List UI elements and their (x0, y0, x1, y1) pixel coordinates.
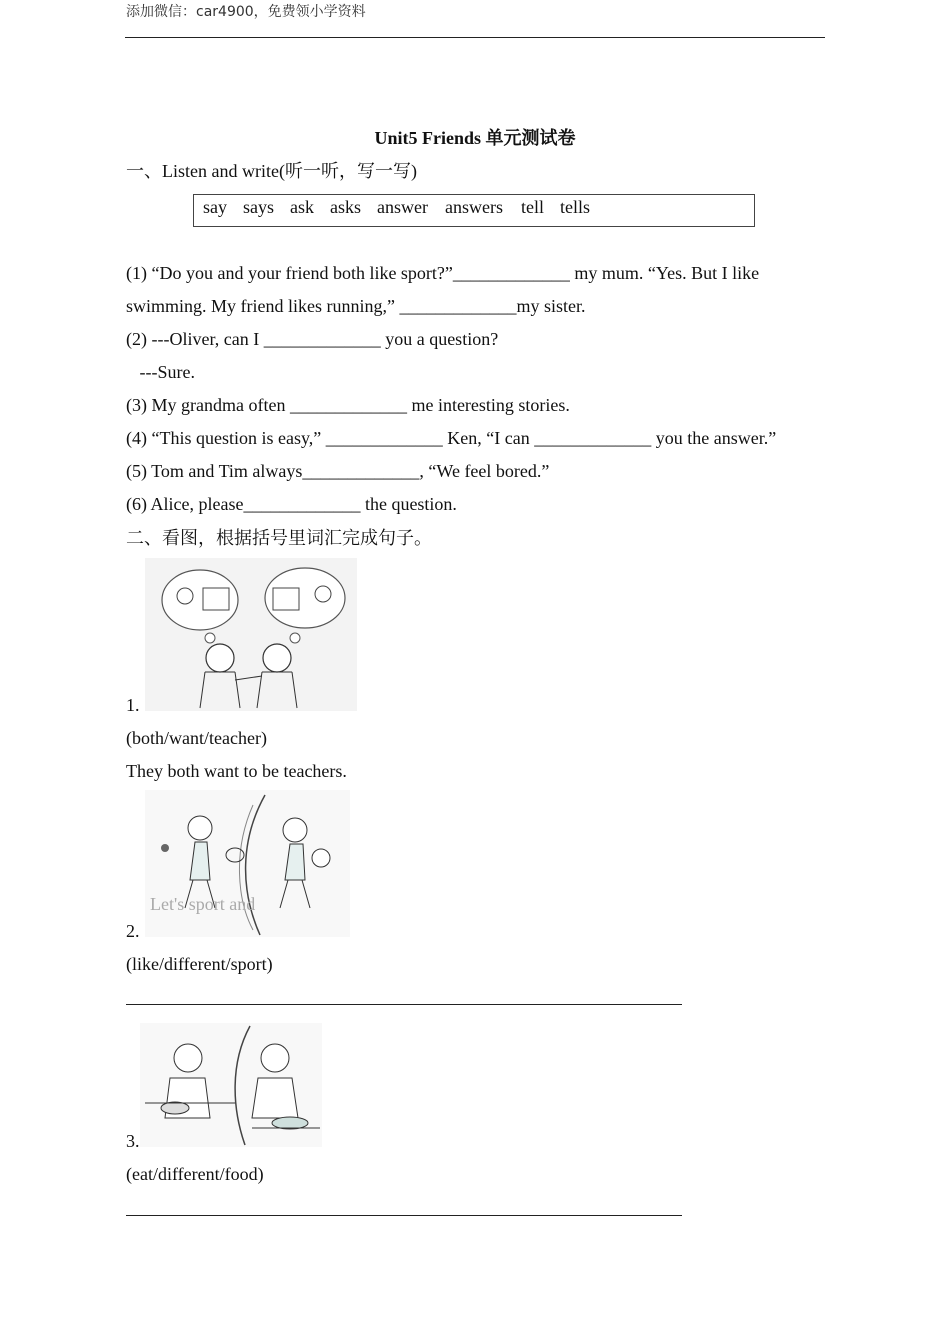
word-item: ask (290, 197, 314, 217)
question-4: (4) “This question is easy,” _____________ Ken, “I can _____________ you the answer.” (126, 428, 777, 448)
image-caption-text: Let's sport and (150, 894, 256, 914)
section2-heading: 二、看图，根据括号里词汇完成句子。 (126, 528, 432, 548)
boys-tennis-volleyball-illustration (145, 790, 350, 937)
header-rule (125, 37, 825, 38)
question-6: (6) Alice, please_____________ the question. (126, 494, 457, 514)
question-2: (2) ---Oliver, can I _____________ you a question? (126, 329, 499, 349)
word-item: says (243, 197, 274, 217)
page-title: Unit5 Friends 单元测试卷 (374, 128, 576, 148)
question-3: (3) My grandma often _____________ me interesting stories. (126, 395, 570, 415)
word-item: tells (560, 197, 590, 217)
word-item: answers (445, 197, 503, 217)
boys-eating-different-food-illustration (140, 1023, 322, 1147)
question-1-line-1: (1) “Do you and your friend both like sport?”_____________ my mum. “Yes. But I like (126, 263, 760, 283)
word-box (193, 194, 755, 227)
item-2-answer-line (126, 1004, 682, 1005)
item-2-number: 2. (126, 921, 140, 941)
item-3-number: 3. (126, 1131, 140, 1151)
question-2-reply: ---Sure. (126, 362, 195, 382)
word-item: asks (330, 197, 361, 217)
item-1-answer: They both want to be teachers. (126, 761, 347, 781)
section1-heading: 一、Listen and write(听一听，写一写) (126, 161, 417, 181)
item-1-number: 1. (126, 695, 140, 715)
word-item: tell (521, 197, 544, 217)
item-1-hint: (both/want/teacher) (126, 728, 267, 748)
two-girls-dreaming-teachers-illustration (145, 558, 357, 711)
item-3-answer-line (126, 1215, 682, 1216)
item-3-hint: (eat/different/food) (126, 1164, 264, 1184)
header-note: 添加微信：car4900，免费领小学资料 (126, 4, 366, 20)
question-5: (5) Tom and Tim always_____________, “We feel bored.” (126, 461, 550, 481)
word-item: answer (377, 197, 428, 217)
word-item: say (203, 197, 227, 217)
question-1-line-2: swimming. My friend likes running,” _____________my sister. (126, 296, 586, 316)
item-2-hint: (like/different/sport) (126, 954, 273, 974)
